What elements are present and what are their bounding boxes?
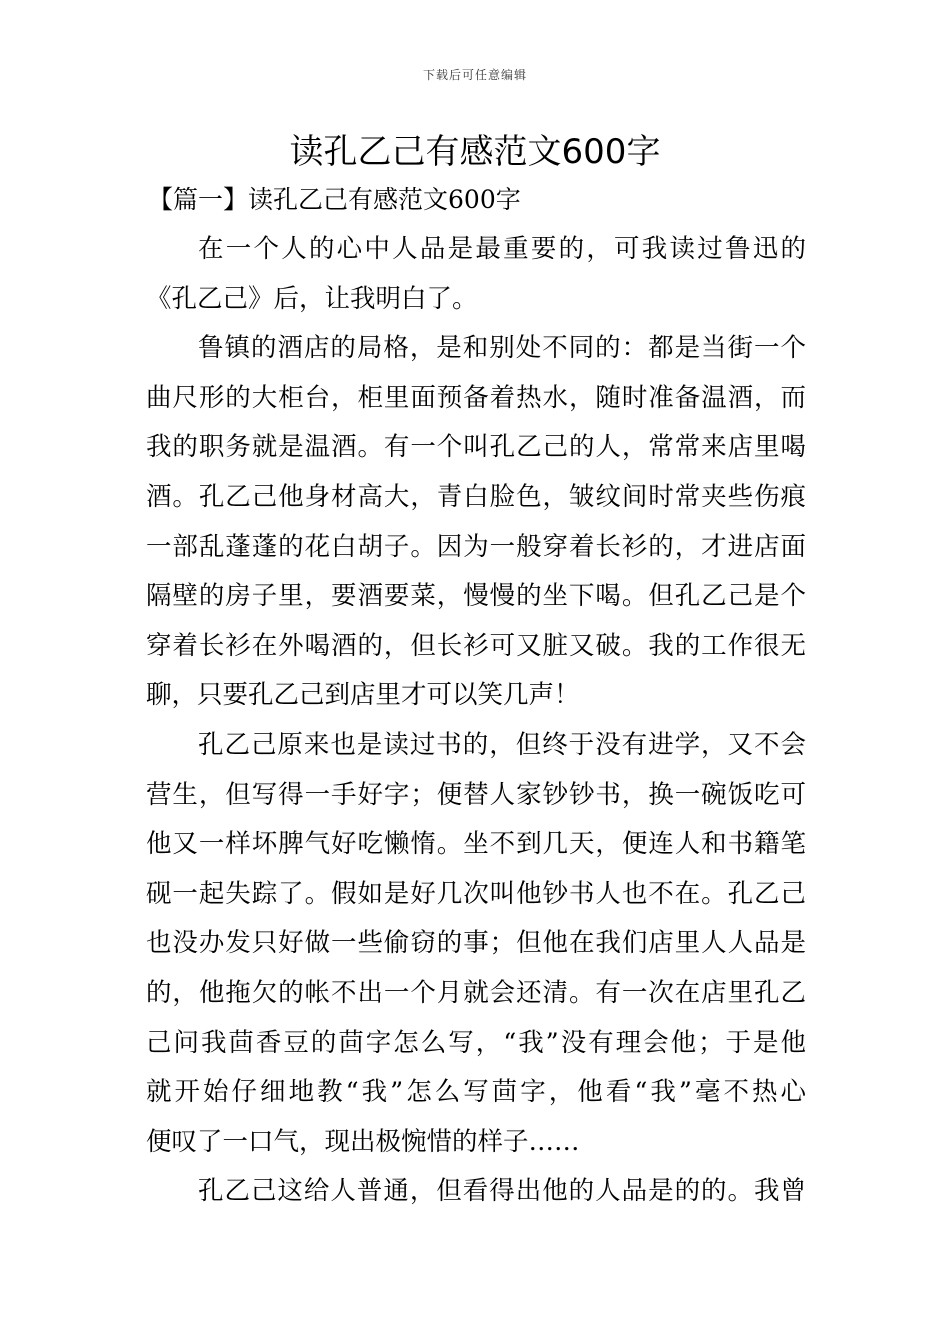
page-title: 读孔乙己有感范文600字 bbox=[289, 132, 661, 172]
body-line: 己问我茴香豆的茴字怎么写，“我”没有理会他；于是他 bbox=[146, 1027, 806, 1058]
body-line: 聊，只要孔乙己到店里才可以笑几声！ bbox=[146, 680, 580, 711]
article-body bbox=[146, 225, 806, 1217]
body-line: 也没办发只好做一些偷窃的事；但他在我们店里人人品是 bbox=[146, 928, 806, 959]
body-line: 就开始仔细地教“我”怎么写茴字，他看“我”毫不热心 bbox=[146, 1077, 806, 1108]
body-line: 《孔乙己》后，让我明白了。 bbox=[146, 283, 478, 314]
body-line: 酒。孔乙己他身材高大，青白脸色，皱纹间时常夹些伤痕 bbox=[146, 481, 806, 512]
body-line: 砚一起失踪了。假如是好几次叫他钞书人也不在。孔乙己 bbox=[146, 878, 806, 909]
section-heading: 【篇一】读孔乙己有感范文600字 bbox=[148, 185, 521, 214]
body-line: 隔壁的房子里，要酒要菜，慢慢的坐下喝。但孔乙己是个 bbox=[146, 581, 806, 612]
body-line: 的，他拖欠的帐不出一个月就会还清。有一次在店里孔乙 bbox=[146, 977, 806, 1008]
body-line: 我的职务就是温酒。有一个叫孔乙己的人，常常来店里喝 bbox=[146, 432, 806, 463]
body-line: 他又一样坏脾气好吃懒惰。坐不到几天，便连人和书籍笔 bbox=[146, 829, 806, 860]
body-line: 曲尺形的大柜台，柜里面预备着热水，随时准备温酒，而 bbox=[146, 382, 806, 413]
body-line: 便叹了一口气，现出极惋惜的样子…… bbox=[146, 1126, 580, 1157]
body-line: 穿着长衫在外喝酒的，但长衫可又脏又破。我的工作很无 bbox=[146, 630, 806, 661]
body-line: 在一个人的心中人品是最重要的，可我读过鲁迅的 bbox=[198, 234, 806, 264]
body-line: 孔乙己原来也是读过书的，但终于没有进学，又不会 bbox=[198, 729, 806, 760]
body-line: 一部乱蓬蓬的花白胡子。因为一般穿着长衫的，才进店面 bbox=[146, 531, 806, 562]
body-line: 营生，但写得一手好字；便替人家钞钞书，换一碗饭吃可 bbox=[146, 779, 806, 810]
body-line: 鲁镇的酒店的局格，是和别处不同的：都是当街一个 bbox=[198, 333, 806, 364]
body-line: 孔乙己这给人普通，但看得出他的人品是的的。我曾 bbox=[198, 1176, 806, 1207]
header-note: 下载后可任意编辑 bbox=[422, 68, 527, 82]
